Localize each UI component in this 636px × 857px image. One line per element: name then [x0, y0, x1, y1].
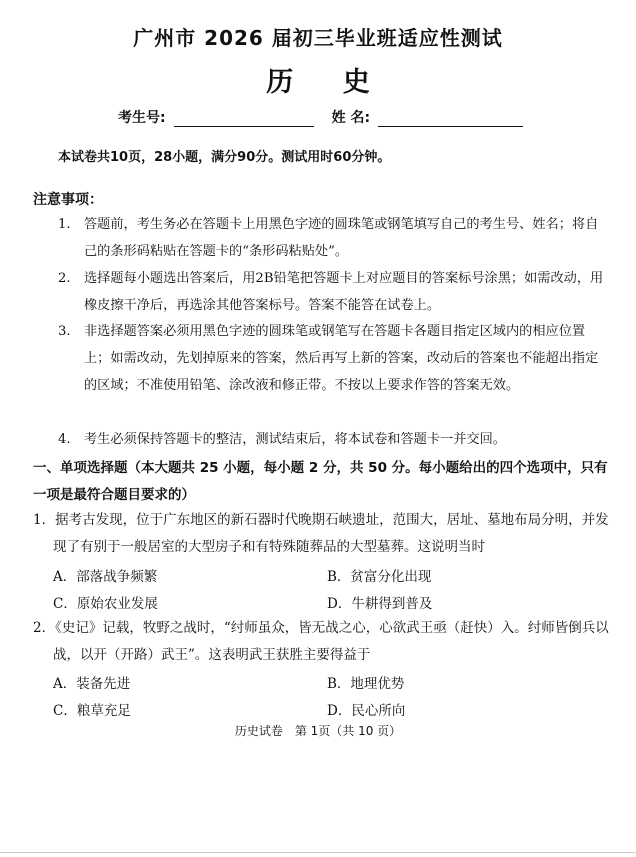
note-text: 答题前，考生务必在答题卡上用黑色字迹的圆珠笔或钢笔填写自己的考生号、姓名；将自己的条形码粘贴在答题卡的“条形码粘贴处”。	[84, 217, 599, 259]
note-number: 1.	[58, 217, 71, 232]
question-stem: 2．《史记》记载，牧野之战时，“纣师虽众，皆无战之心，心欲武王亟（赶快）入。纣师皆倒兵以战，以开（开路）武王”。这表明武王获胜主要得益于	[33, 620, 609, 663]
exam-intro: 本试卷共10页，28小题，满分90分。测试用时60分钟。	[58, 150, 391, 165]
page-edge-divider	[0, 852, 636, 853]
option-a[interactable]: A．部落战争频繁	[53, 569, 158, 585]
note-text: 选择题每小题选出答案后，用2B铅笔把答题卡上对应题目的答案标号涂黑；如需改动，用橡皮擦干净后，再选涂其他答案标号。答案不能答在试卷上。	[84, 271, 604, 313]
note-text: 非选择题答案必须用黑色字迹的圆珠笔或钢笔写在答题卡各题目指定区域内的相应位置上；如需改动，先划掉原来的答案，然后再写上新的答案，改动后的答案也不能超出指定的区域；不准使用铅笔、涂改液和修正带。不按以上要求作答的答案无效。	[84, 324, 599, 393]
option-b[interactable]: B．地理优势	[327, 676, 405, 692]
note-number: 4.	[58, 432, 71, 447]
question-2	[33, 615, 613, 669]
note-item	[58, 318, 608, 399]
option-d[interactable]: D．民心所向	[327, 703, 406, 719]
name-field[interactable]	[378, 110, 523, 127]
note-item	[58, 265, 608, 319]
note-number: 3.	[58, 324, 71, 339]
note-text: 考生必须保持答题卡的整洁，测试结束后，将本试卷和答题卡一并交回。	[84, 432, 506, 447]
option-d[interactable]: D．牛耕得到普及	[327, 596, 433, 612]
name-label: 姓 名:	[331, 110, 371, 126]
question-stem: 1．据考古发现，位于广东地区的新石器时代晚期石峡遗址，范围大，居址、墓地布局分明，并发现了有别于一般居室的大型房子和有特殊随葬品的大型墓葬。这说明当时	[33, 512, 609, 555]
exam-no-field[interactable]	[174, 110, 314, 127]
section-heading: 一、单项选择题（本大题共 25 小题，每小题 2 分，共 50 分。每小题给出的四个选项中，只有一项是最符合题目要求的）	[33, 460, 608, 503]
option-c[interactable]: C．粮草充足	[53, 703, 131, 719]
option-a[interactable]: A．装备先进	[53, 676, 131, 692]
exam-title: 广州市 2026 届初三毕业班适应性测试	[133, 26, 503, 50]
exam-no-label: 考生号:	[118, 110, 166, 126]
option-b[interactable]: B．贫富分化出现	[327, 569, 432, 585]
candidate-info-row	[118, 107, 523, 127]
note-number: 2.	[58, 271, 71, 286]
page-footer: 历史试卷 第 1页（共 10 页）	[234, 724, 402, 738]
notes-heading: 注意事项：	[33, 192, 103, 208]
option-c[interactable]: C．原始农业发展	[53, 596, 158, 612]
note-item	[58, 211, 608, 265]
note-item	[58, 426, 608, 453]
subject-title: 历 史	[266, 67, 390, 98]
question-1	[33, 507, 613, 561]
